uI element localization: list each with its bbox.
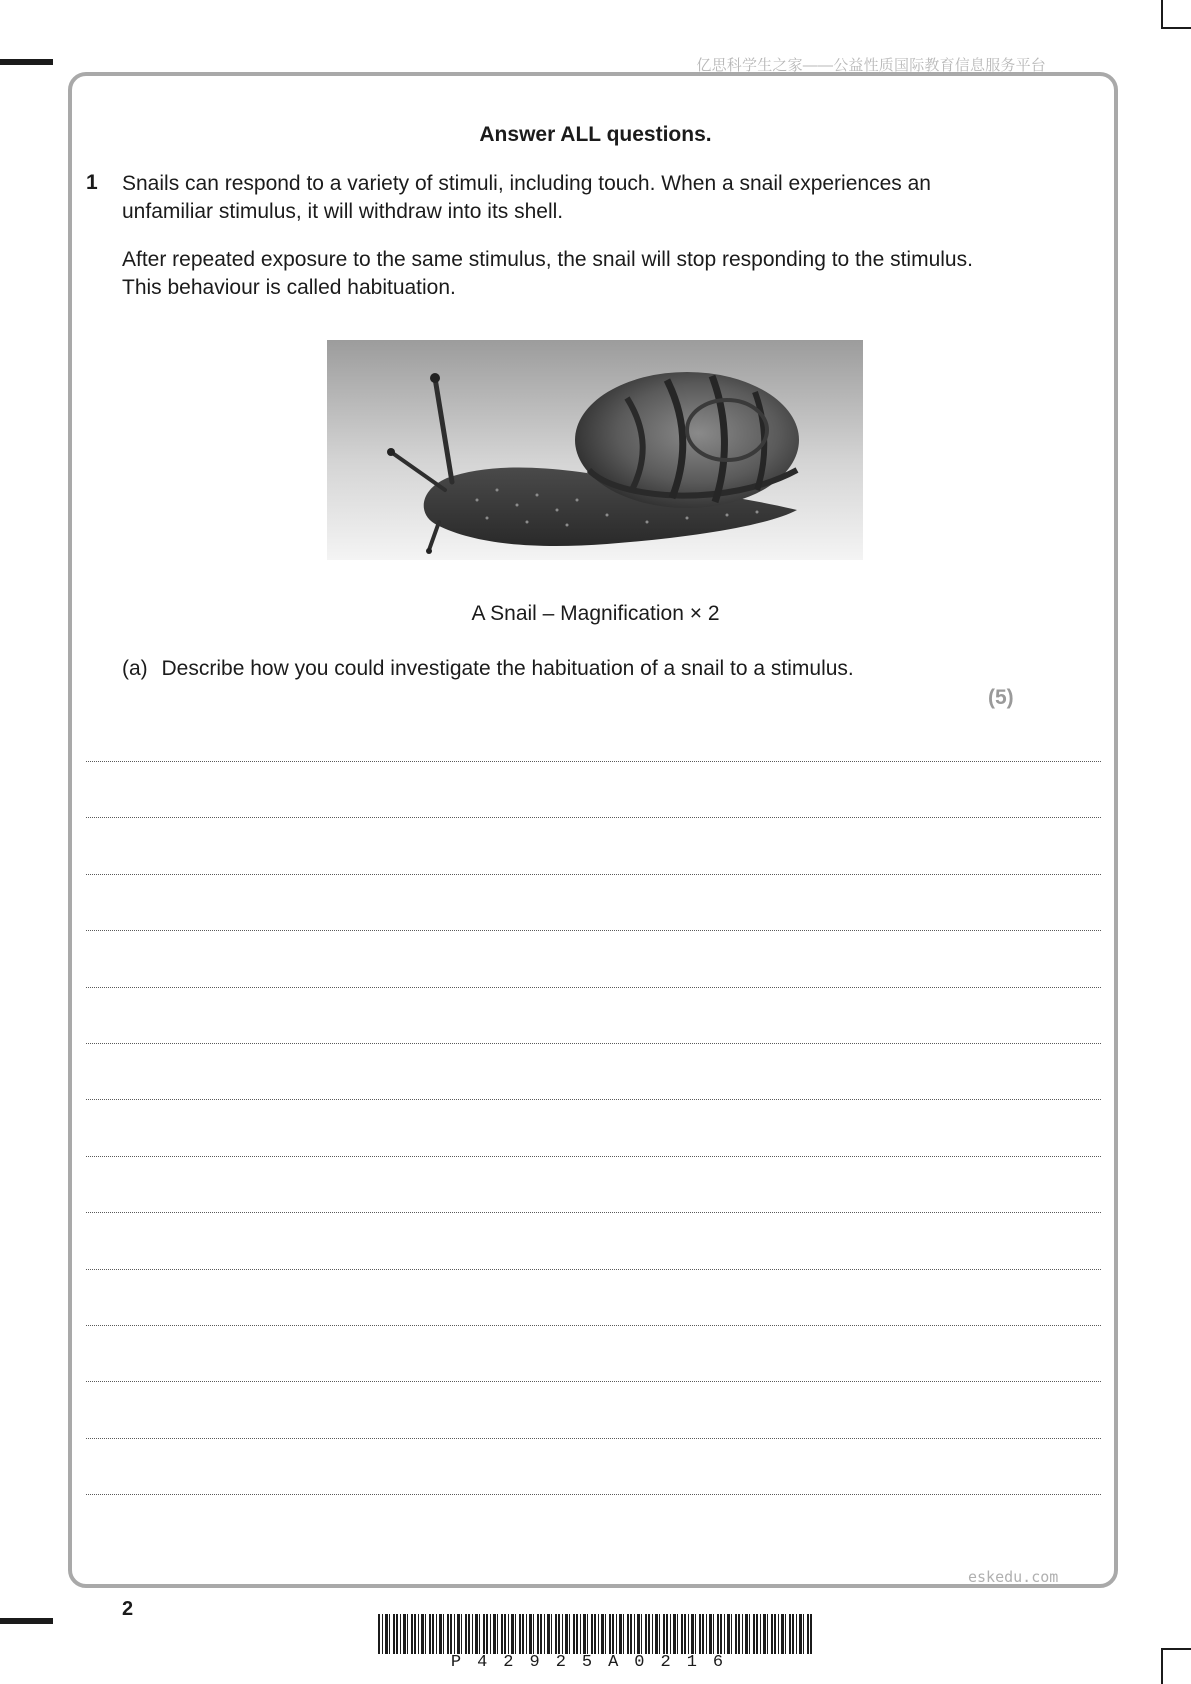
answer-line[interactable] [86,1212,1101,1268]
page-heading: Answer ALL questions. [479,123,712,146]
answer-line[interactable] [86,1043,1101,1099]
answer-line[interactable] [86,817,1101,873]
answer-line[interactable] [86,987,1101,1043]
part-a-prompt [122,657,854,681]
question-number: 1 [86,171,98,194]
part-a-marks: (5) [988,686,1014,709]
page-number: 2 [122,1598,134,1620]
crop-mark-right-top-h [1161,0,1163,28]
question-paragraph-2: After repeated exposure to the same stimulus, the snail will stop responding to the stimulus. This behaviour is called habituation. [122,248,973,299]
answer-line[interactable] [86,1381,1101,1437]
answer-line[interactable] [86,1494,1101,1550]
part-a-label: (a) [122,657,148,680]
crop-mark-right-top-v [1161,27,1191,29]
crop-mark-right-bottom-v [1161,1648,1163,1684]
answer-line[interactable] [86,761,1101,817]
barcode [378,1614,812,1654]
watermark-bottom: eskedu.com [968,1568,1059,1586]
barcode-text: P42925A0216 [450,1653,740,1672]
watermark-top: 亿思科学生之家——公益性质国际教育信息服务平台 [696,57,1046,74]
part-a-text: Describe how you could investigate the habituation of a snail to a stimulus. [161,657,854,680]
question-paragraph-1: Snails can respond to a variety of stimuli, including touch. When a snail experiences an unfamiliar stimulus, it will withdraw into its shell. [122,172,931,223]
answer-line[interactable] [86,1099,1101,1155]
crop-mark-left-top [0,59,53,65]
answer-line[interactable] [86,1269,1101,1325]
answer-line[interactable] [86,1156,1101,1212]
figure-caption: A Snail – Magnification × 2 [471,602,720,625]
answer-line[interactable] [86,874,1101,930]
crop-mark-left-bottom [0,1618,53,1624]
crop-mark-right-bottom-h [1161,1648,1191,1650]
answer-line[interactable] [86,1438,1101,1494]
answer-lines[interactable] [86,761,1101,1550]
snail-photo [327,340,863,560]
answer-line[interactable] [86,930,1101,986]
answer-line[interactable] [86,1325,1101,1381]
